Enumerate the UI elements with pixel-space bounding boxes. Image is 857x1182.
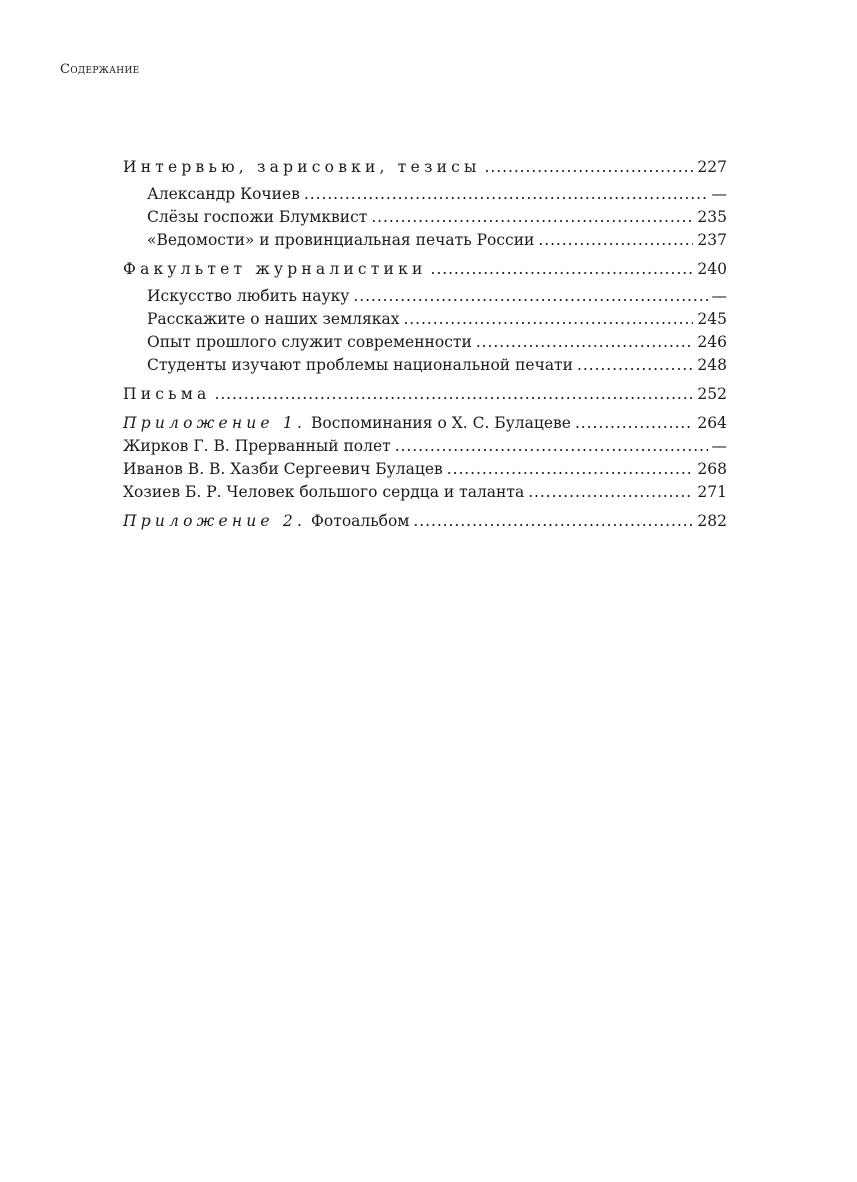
dot-leader <box>577 354 693 377</box>
toc-item[interactable] <box>123 183 727 206</box>
dot-leader <box>447 458 694 481</box>
toc-appendix-title <box>123 412 571 435</box>
toc-item-title: Хозиев Б. Р. Человек большого сердца и таланта <box>123 483 525 501</box>
toc-page-number: 268 <box>697 460 727 478</box>
dot-leader <box>575 412 693 435</box>
toc-page-number: 240 <box>697 260 727 278</box>
toc-section-journalism[interactable] <box>123 258 727 281</box>
appendix-heading: Фотоальбом <box>311 512 410 530</box>
toc-item-title: Жирков Г. В. Прерванный полет <box>123 437 391 455</box>
dot-leader <box>485 156 694 179</box>
dot-leader <box>538 229 693 252</box>
toc-page-number: — <box>711 185 727 203</box>
toc-page-number: 237 <box>697 231 727 249</box>
toc-page-number: 264 <box>697 414 727 432</box>
toc-item-title: Расскажите о наших земляках <box>147 310 400 328</box>
toc-section-title: Интервью, зарисовки, тезисы <box>123 158 481 176</box>
toc-page-number: 235 <box>697 208 727 226</box>
toc-item-title: Опыт прошлого служит современности <box>147 333 472 351</box>
toc-appendix-title <box>123 510 409 533</box>
toc-item[interactable] <box>123 435 727 458</box>
dot-leader <box>413 510 693 533</box>
toc-appendix-1[interactable] <box>123 412 727 435</box>
toc-item[interactable] <box>123 354 727 377</box>
dot-leader <box>353 285 707 308</box>
toc-item-title: «Ведомости» и провинциальная печать России <box>147 231 535 249</box>
toc-page-number: — <box>711 287 727 305</box>
toc-item[interactable] <box>123 229 727 252</box>
toc-item-title: Иванов В. В. Хазби Сергеевич Булацев <box>123 460 443 478</box>
table-of-contents <box>123 156 727 533</box>
toc-page-number: 246 <box>697 333 727 351</box>
toc-item-title: Слёзы госпожи Блумквист <box>147 208 368 226</box>
toc-page-number: 271 <box>697 483 727 501</box>
toc-item[interactable] <box>123 331 727 354</box>
toc-item-title: Студенты изучают проблемы национальной печати <box>147 356 573 374</box>
toc-page-number: 248 <box>697 356 727 374</box>
dot-leader <box>476 331 694 354</box>
toc-section-title: Факультет журналистики <box>123 260 427 278</box>
toc-page-number: — <box>711 437 727 455</box>
toc-section-letters[interactable] <box>123 383 727 406</box>
appendix-heading: Воспоминания о Х. С. Булацеве <box>311 414 571 432</box>
toc-item-title: Искусство любить науку <box>147 287 350 305</box>
dot-leader <box>431 258 694 281</box>
toc-appendix-2[interactable] <box>123 510 727 533</box>
toc-section-interviews[interactable] <box>123 156 727 179</box>
toc-item[interactable] <box>123 285 727 308</box>
dot-leader <box>403 308 693 331</box>
toc-page-number: 282 <box>697 512 727 530</box>
dot-leader <box>304 183 708 206</box>
toc-page-number: 245 <box>697 310 727 328</box>
dot-leader <box>371 206 693 229</box>
dot-leader <box>395 435 708 458</box>
dot-leader <box>528 481 693 504</box>
toc-item[interactable] <box>123 481 727 504</box>
toc-item-title: Александр Кочиев <box>147 185 300 203</box>
toc-item[interactable] <box>123 308 727 331</box>
toc-page-number: 227 <box>697 158 727 176</box>
appendix-label: Приложение 1. <box>123 414 307 432</box>
dot-leader <box>214 383 693 406</box>
running-head: Содержание <box>60 62 140 77</box>
toc-item[interactable] <box>123 206 727 229</box>
toc-page-number: 252 <box>697 385 727 403</box>
toc-section-title: Письма <box>123 385 211 403</box>
toc-item[interactable] <box>123 458 727 481</box>
appendix-label: Приложение 2. <box>123 512 307 530</box>
